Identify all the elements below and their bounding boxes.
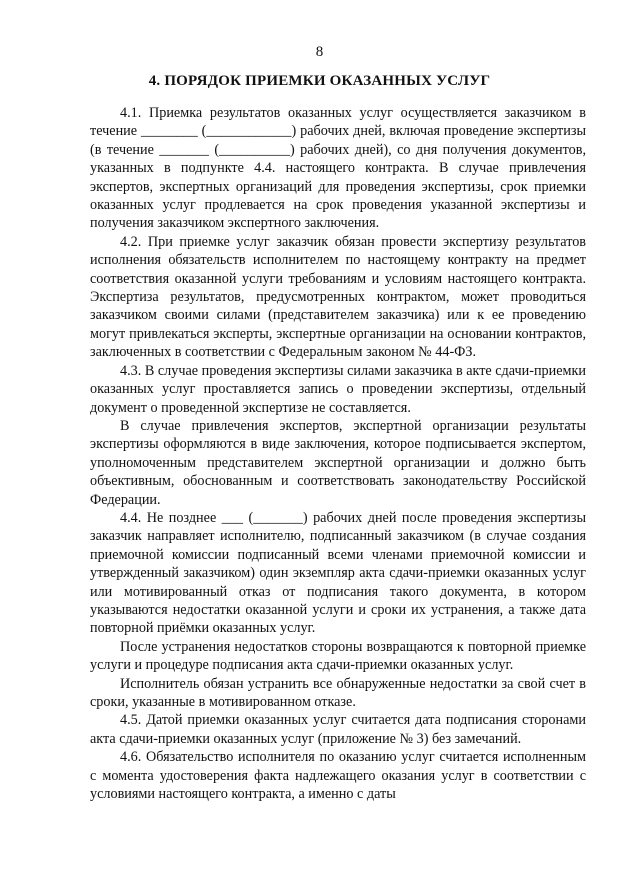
- paragraph-4-1: 4.1. Приемка результатов оказанных услуг осуществляется заказчиком в течение ________ (____________) рабочих дней, включая проведение экспертизы (в течение _______ (__________) рабочих дней), со дня получения документов, указанных в подпункте 4.4. настоящего контракта. В случае привлечения экспертов, экспертных организаций для проведения экспертизы, срок приемки оказанных услуг продлевается на срок проведения указанной экспертизы и получения заказчиком экспертного заключения.: [90, 105, 586, 232]
- paragraph-4-6: 4.6. Обязательство исполнителя по оказанию услуг считается исполненным с момента удостоверения факта надлежащего оказания услуг в соответствии с условиями настоящего контракта, а именно с даты: [90, 749, 586, 803]
- section-title: 4. ПОРЯДОК ПРИЕМКИ ОКАЗАННЫХ УСЛУГ: [148, 73, 491, 89]
- paragraph-4-4-repeat-acceptance: После устранения недостатков стороны возвращаются к повторной приемке услуги и процедуре подписания акта сдачи-приемки оказанных услуг.: [90, 638, 586, 674]
- document-body: [90, 104, 586, 803]
- paragraph-4-5: 4.5. Датой приемки оказанных услуг считается дата подписания сторонами акта сдачи-приемки оказанных услуг (приложение № 3) без замечаний.: [90, 712, 586, 747]
- paragraph-4-3-experts: В случае привлечения экспертов, экспертной организации результаты экспертизы оформляются в виде заключения, которое подписывается экспертом, уполномоченным представителем экспертной организации и должно быть объективным, обоснованным и соответствовать законодательству Российской Федерации.: [90, 417, 586, 508]
- page-number: 8: [315, 44, 324, 60]
- paragraph-4-4: 4.4. Не позднее ___ (_______) рабочих дней после проведения экспертизы заказчик направляет исполнителю, подписанный заказчиком (в случае создания приемочной комиссии подписанный всеми членами приемочной комиссии и утвержденный заказчиком) один экземпляр акта сдачи-приемки оказанных услуг или мотивированный отказ от подписания такого документа, в котором указываются недостатки оказанной услуги и сроки их устранения, а также дата повторной приёмки оказанных услуг.: [90, 509, 586, 637]
- paragraph-4-3: 4.3. В случае проведения экспертизы силами заказчика в акте сдачи-приемки оказанных услуг проставляется запись о проведении экспертизы, отдельный документ о проведенной экспертизе не составляется.: [90, 362, 586, 416]
- paragraph-4-2: 4.2. При приемке услуг заказчик обязан провести экспертизу результатов исполнения обязательств исполнителем по настоящему контракту на предмет соответствия оказанной услуги требованиям и условиям настоящего контракта. Экспертиза результатов, предусмотренных контрактом, может проводиться заказчиком своими силами (представителем заказчика) или к ее проведению могут привлекаться эксперты, экспертные организации на основании контрактов, заключенных в соответствии с Федеральным законом № 44-ФЗ.: [90, 233, 586, 361]
- paragraph-4-4-contractor-obligation: Исполнитель обязан устранить все обнаруженные недостатки за свой счет в сроки, указанные в мотивированном отказе.: [90, 675, 586, 710]
